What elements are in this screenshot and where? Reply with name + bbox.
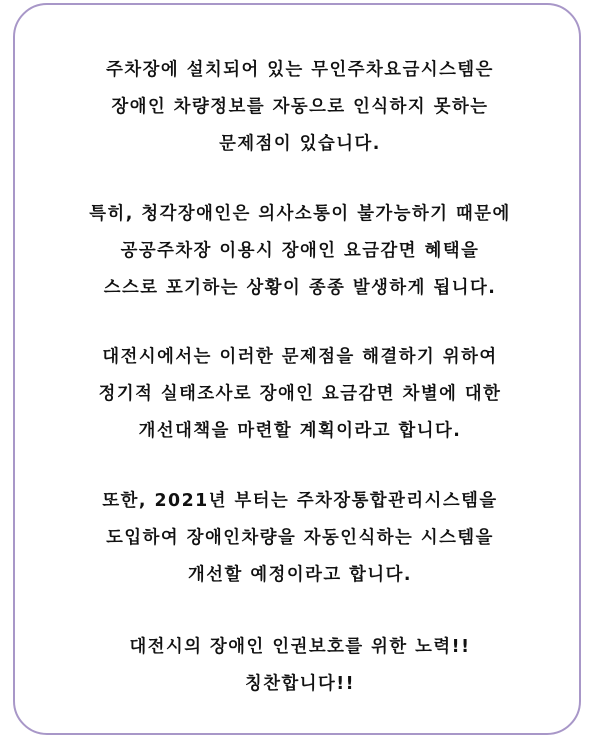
paragraph-2021-system xyxy=(0,483,600,594)
text-line: 특히, 청각장애인은 의사소통이 불가능하기 때문에 xyxy=(89,204,511,224)
text-line: 또한, 2021년 부터는 주차장통합관리시스템을 xyxy=(102,491,498,511)
text-line: 도입하여 장애인차량을 자동인식하는 시스템을 xyxy=(106,528,494,548)
text-line: 대전시에서는 이러한 문제점을 해결하기 위하여 xyxy=(102,347,498,367)
paragraph-praise xyxy=(0,629,600,703)
paragraph-city-plan xyxy=(0,339,600,450)
text-line: 공공주차장 이용시 장애인 요금감면 혜택을 xyxy=(120,241,480,261)
text-line: 개선대책을 마련할 계획이라고 합니다. xyxy=(138,421,462,441)
text-line: 장애인 차량정보를 자동으로 인식하지 못하는 xyxy=(111,97,489,117)
paragraph-system-problem xyxy=(0,52,600,163)
text-line: 대전시의 장애인 인권보호를 위한 노력!! xyxy=(129,637,471,657)
text-line: 주차장에 설치되어 있는 무인주차요금시스템은 xyxy=(106,60,494,80)
paragraph-hearing-impaired xyxy=(0,196,600,307)
text-line: 문제점이 있습니다. xyxy=(219,134,381,154)
text-line: 개선할 예정이라고 합니다. xyxy=(188,565,412,585)
text-line: 스스로 포기하는 상황이 종종 발생하게 됩니다. xyxy=(103,278,497,298)
text-line: 정기적 실태조사로 장애인 요금감면 차별에 대한 xyxy=(98,384,502,404)
text-line: 칭찬합니다!! xyxy=(244,674,356,694)
